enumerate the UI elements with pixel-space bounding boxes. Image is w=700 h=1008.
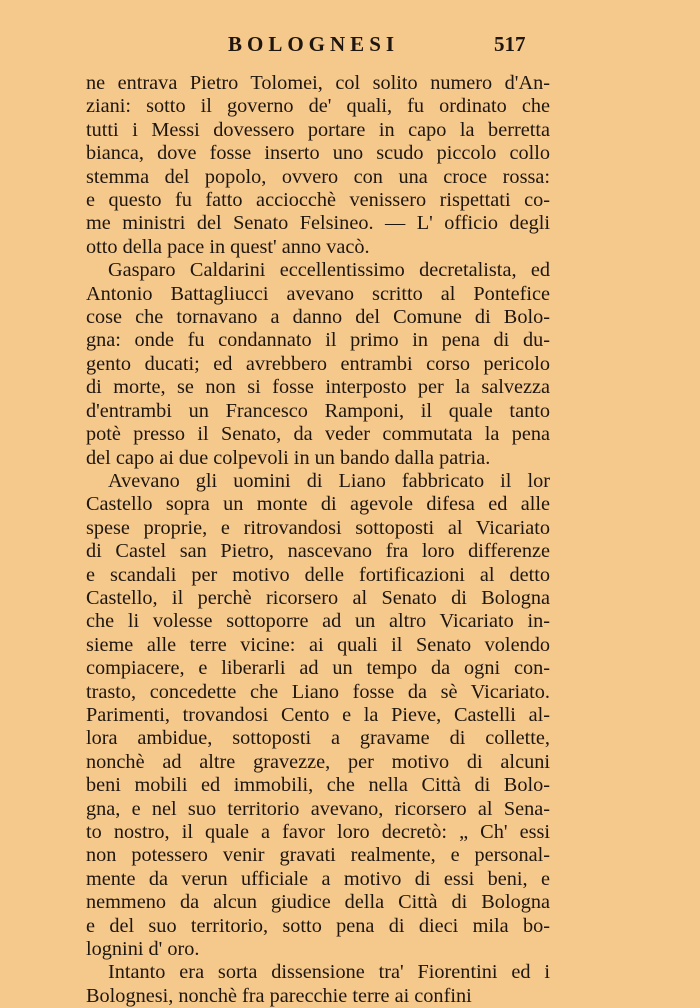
paragraph bbox=[86, 470, 550, 962]
text-line: Castello sopra un monte di agevole difesa ed alle bbox=[86, 493, 550, 516]
text-line: Intanto era sorta dissensione tra' Fiorentini ed i bbox=[108, 961, 550, 984]
text-line: di morte, se non si fosse interposto per la salvezza bbox=[86, 376, 550, 399]
paragraph bbox=[86, 72, 550, 259]
text-line: ne entrava Pietro Tolomei, col solito numero d'An- bbox=[86, 72, 550, 94]
text-line: to nostro, il quale a favor loro decretò: „ Ch' essi bbox=[86, 821, 550, 843]
text-line: Castello, il perchè ricorsero al Senato di Bologna bbox=[86, 586, 550, 609]
text-line: nemmeno da alcun giudice della Città di Bologna bbox=[86, 891, 550, 914]
text-line: Avevano gli uomini di Liano fabbricato il lor bbox=[108, 469, 550, 492]
text-line: me ministri del Senato Felsineo. — L' officio degli bbox=[86, 212, 550, 235]
text-line: potè presso il Senato, da veder commutata la pena bbox=[86, 423, 550, 446]
text-line: sieme alle terre vicine: ai quali il Senato volendo bbox=[86, 633, 550, 656]
text-line: gna, e nel suo territorio avevano, ricorsero al Sena- bbox=[86, 797, 550, 820]
text-line: del capo ai due colpevoli in un bando dalla patria. bbox=[86, 446, 491, 469]
text-line: Antonio Battagliucci avevano scritto al Pontefice bbox=[86, 282, 550, 305]
text-line: e del suo territorio, sotto pena di dieci mila bo- bbox=[86, 914, 550, 937]
text-line: di Castel san Pietro, nascevano fra loro differenze bbox=[86, 540, 550, 563]
text-line: ziani: sotto il governo de' quali, fu ordinato che bbox=[86, 95, 550, 118]
text-line: d'entrambi un Francesco Ramponi, il quale tanto bbox=[86, 399, 550, 422]
text-line: e questo fu fatto acciocchè venissero rispettati co- bbox=[86, 189, 550, 212]
text-line: Bolognesi, nonchè fra parecchie terre ai confini bbox=[86, 984, 472, 1007]
page-header bbox=[0, 28, 700, 60]
text-line: otto della pace in quest' anno vacò. bbox=[86, 235, 370, 258]
text-line: mente da verun ufficiale a motivo di essi beni, e bbox=[86, 867, 550, 890]
text-line: cose che tornavano a danno del Comune di Bolo- bbox=[86, 306, 550, 329]
text-line: trasto, concedette che Liano fosse da sè Vicariato. bbox=[86, 680, 550, 703]
body-text bbox=[86, 72, 550, 1008]
text-line: Parimenti, trovandosi Cento e la Pieve, Castelli al- bbox=[86, 703, 550, 726]
text-line: non potessero venir gravati realmente, e personal- bbox=[86, 844, 550, 867]
page-number: 517 bbox=[494, 32, 526, 56]
paragraph bbox=[86, 259, 550, 470]
text-line: che li volesse sottoporre ad un altro Vicariato in- bbox=[86, 610, 550, 633]
text-line: lora ambidue, sottoposti a gravame di collette, bbox=[86, 727, 550, 750]
text-line: tutti i Messi dovessero portare in capo la berretta bbox=[86, 118, 550, 141]
text-line: nonchè ad altre gravezze, per motivo di alcuni bbox=[86, 750, 550, 773]
running-title: BOLOGNESI bbox=[228, 32, 400, 56]
text-line: lognini d' oro. bbox=[86, 938, 200, 961]
text-line: gna: onde fu condannato il primo in pena di du- bbox=[86, 329, 550, 352]
text-line: gento ducati; ed avrebbero entrambi corso pericolo bbox=[86, 352, 550, 375]
text-line: beni mobili ed immobili, che nella Città di Bolo- bbox=[86, 774, 550, 797]
paragraph bbox=[86, 961, 550, 1008]
text-line: e scandali per motivo delle fortificazioni al detto bbox=[86, 563, 550, 586]
text-line: bianca, dove fosse inserto uno scudo piccolo collo bbox=[86, 142, 550, 165]
text-line: spese proprie, e ritrovandosi sottoposti al Vicariato bbox=[86, 516, 550, 539]
text-line: Gasparo Caldarini eccellentissimo decretalista, ed bbox=[108, 259, 550, 282]
text-line: stemma del popolo, ovvero con una croce rossa: bbox=[86, 165, 550, 188]
text-line: compiacere, e liberarli ad un tempo da ogni con- bbox=[86, 657, 550, 680]
